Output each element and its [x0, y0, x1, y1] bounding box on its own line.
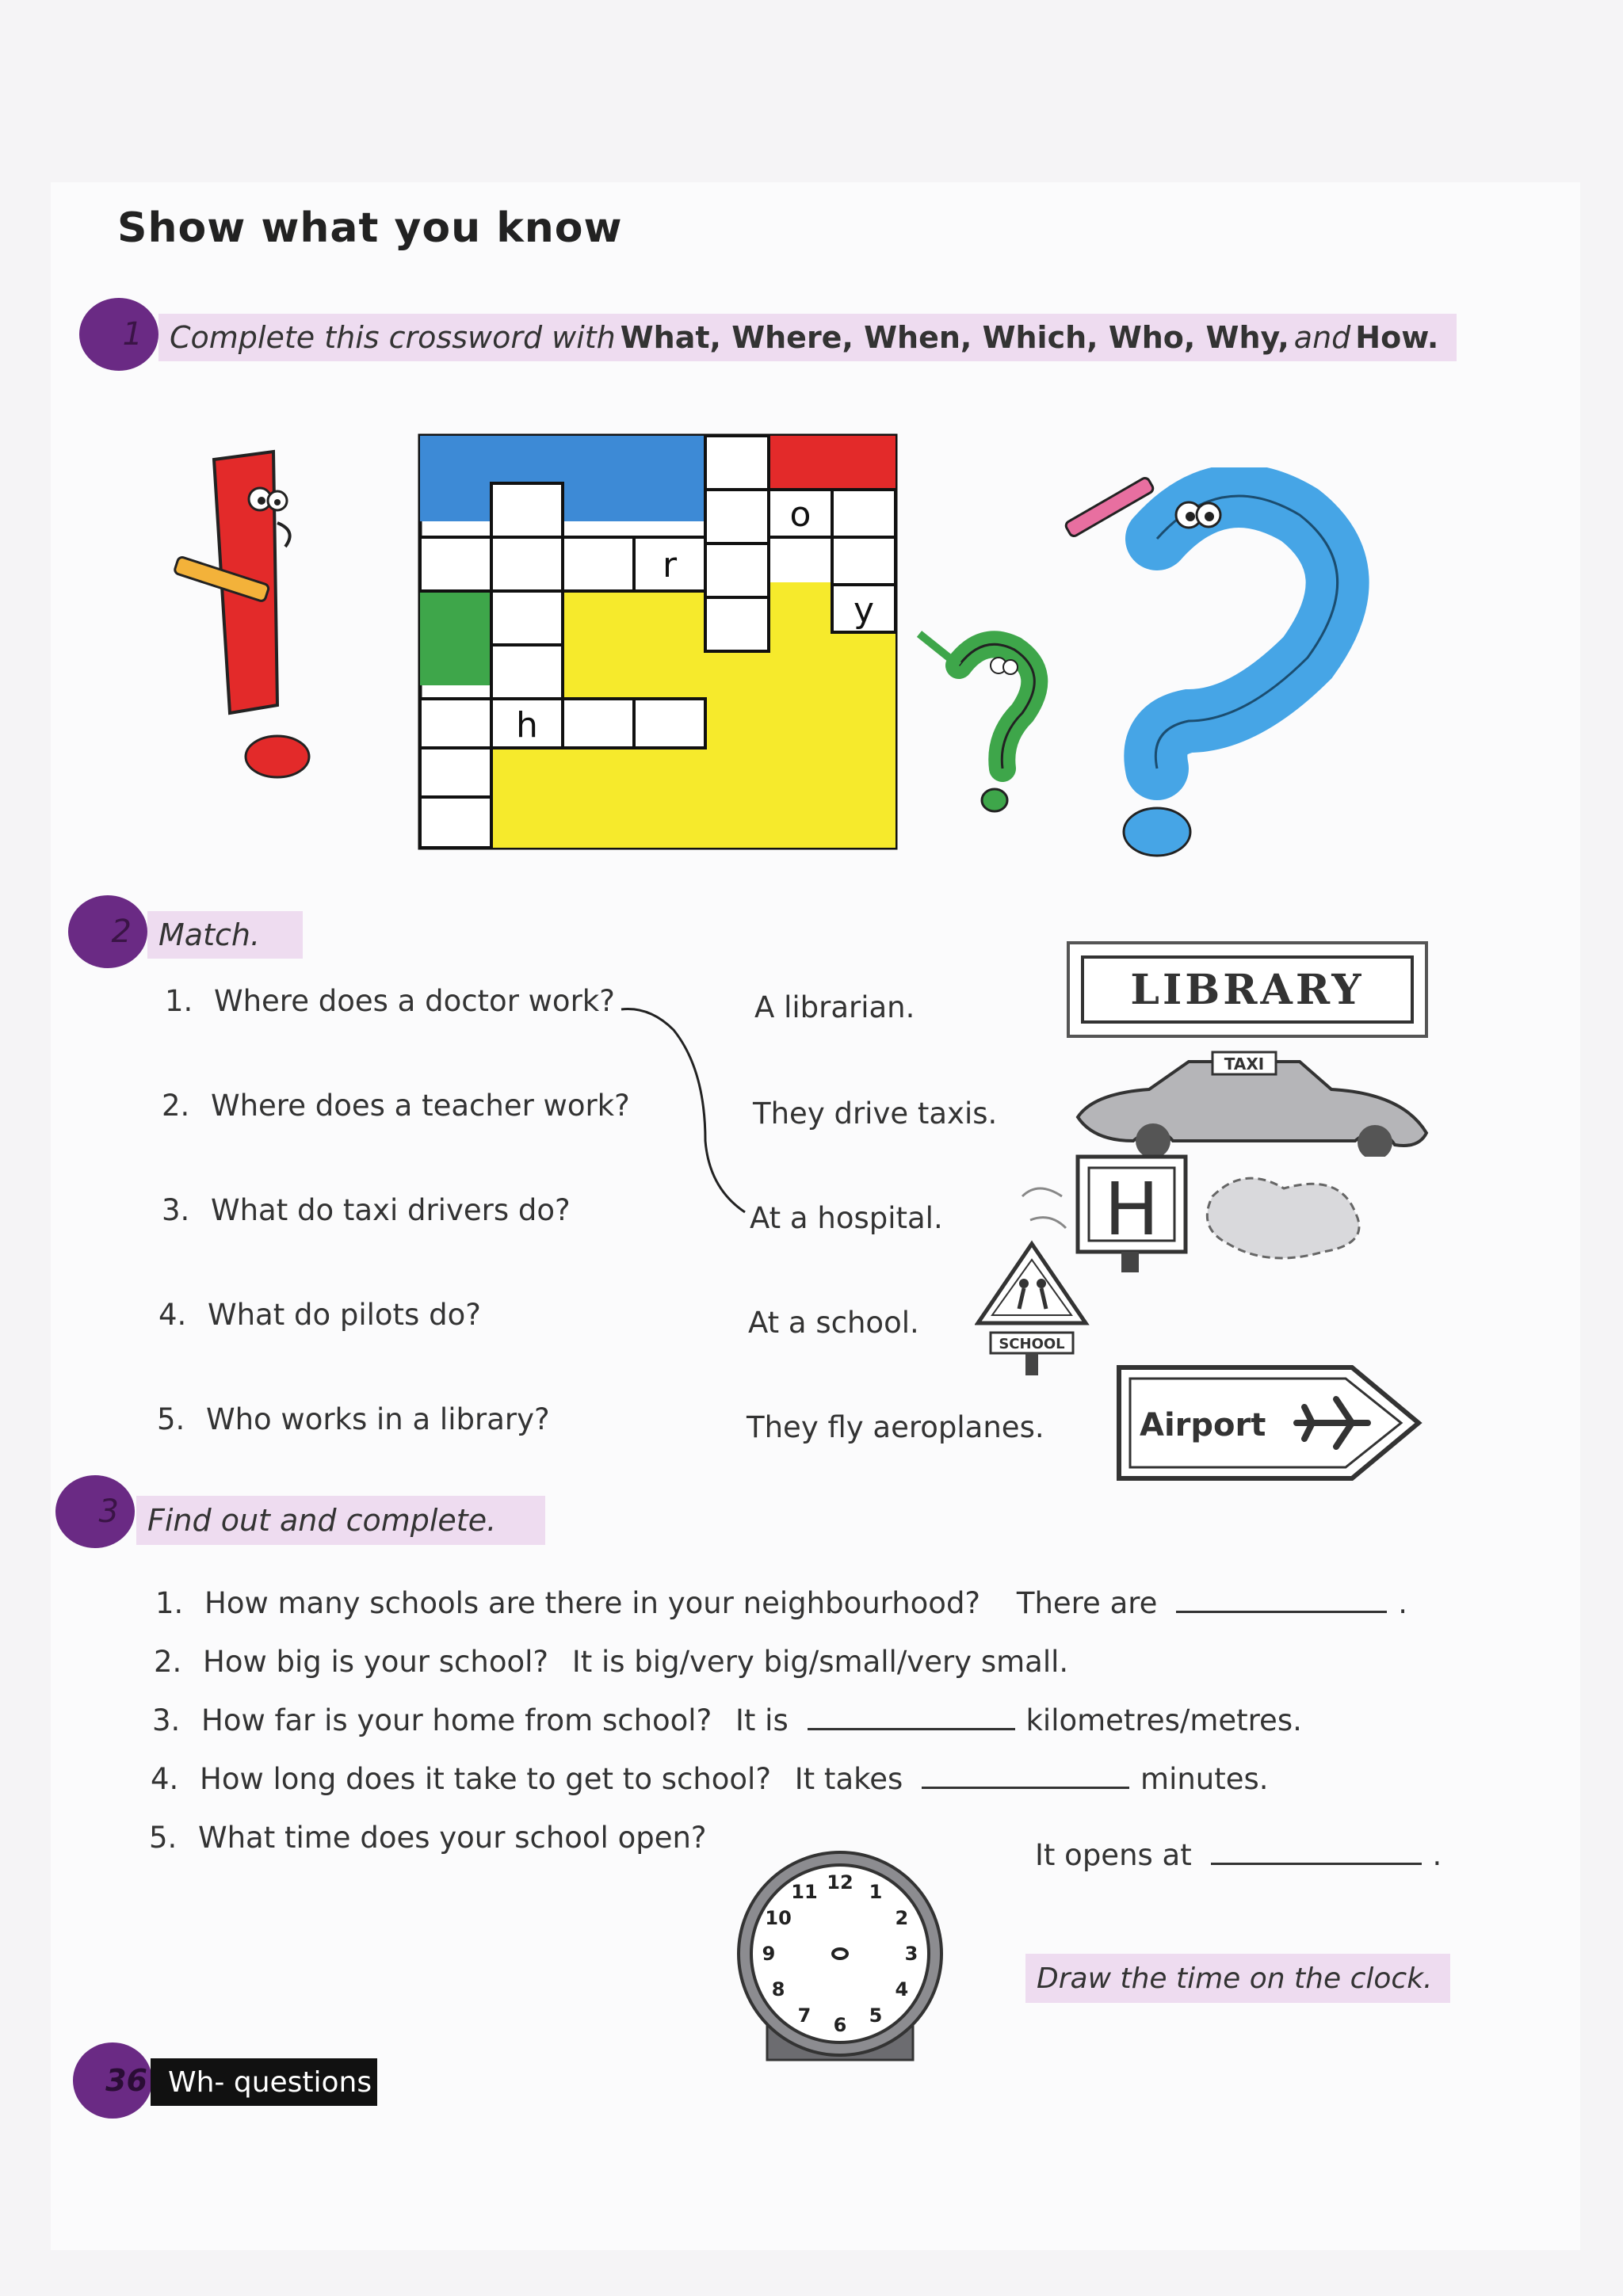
q1-text: Where does a doctor work?: [214, 984, 615, 1018]
q4-text: What do pilots do?: [208, 1298, 481, 1332]
match-question-5: [157, 1402, 550, 1436]
q2-text: Where does a teacher work?: [211, 1089, 630, 1123]
fo4-answer: It takes: [794, 1762, 903, 1796]
fo5-blank[interactable]: [1211, 1839, 1422, 1865]
clock-number: 8: [771, 1978, 785, 2000]
crossword-grid: [412, 428, 903, 856]
clock-number: 1: [869, 1881, 883, 1904]
fo4-number: 4.: [151, 1762, 179, 1796]
match-example-line: [618, 998, 761, 1220]
ex1-and: and: [1293, 320, 1351, 355]
q2-number: 2.: [162, 1089, 190, 1123]
q3-number: 3.: [162, 1193, 190, 1227]
clock-icon[interactable]: [729, 1838, 1030, 2076]
clock-instruction: Draw the time on the clock.: [1025, 1954, 1450, 2003]
airport-sign-icon: [1114, 1360, 1425, 1486]
fo5-number: 5.: [149, 1821, 178, 1855]
exercise-2-number: 2: [111, 913, 132, 950]
exclamation-character-icon: [158, 444, 325, 792]
find-out-item-5-question: [149, 1821, 707, 1855]
find-out-item-2: [154, 1645, 1068, 1679]
fo3-answer: It is: [735, 1703, 789, 1737]
exercise-3-badge: [55, 1475, 135, 1548]
crossword-letter-o: o: [789, 494, 812, 535]
library-sign: [1067, 941, 1428, 1038]
school-sign-text: SCHOOL: [999, 1336, 1065, 1352]
crossword-letter-h: h: [516, 705, 538, 746]
exercise-3-instruction: Find out and complete.: [136, 1496, 545, 1545]
match-question-1: [165, 984, 615, 1018]
page-number: 36: [105, 2063, 147, 2098]
clock-number: 7: [797, 2004, 812, 2027]
taxi-icon: [1062, 1046, 1442, 1157]
find-out-item-4: [151, 1762, 1269, 1796]
blue-question-mark-icon: [1030, 467, 1395, 864]
find-out-item-5-answer: [1035, 1838, 1442, 1872]
q3-text: What do taxi drivers do?: [211, 1193, 571, 1227]
clock-number: 9: [762, 1943, 776, 1965]
fo1-number: 1.: [155, 1586, 184, 1620]
find-out-item-1: [155, 1586, 1407, 1620]
exercise-2-instruction: Match.: [147, 911, 303, 959]
fo2-number: 2.: [154, 1645, 182, 1679]
match-question-3: [162, 1193, 571, 1227]
match-answer-1[interactable]: A librarian.: [754, 990, 915, 1024]
fo2-question: How big is your school?: [203, 1645, 549, 1679]
clock-number: 2: [895, 1907, 909, 1929]
fo3-end: kilometres/metres.: [1025, 1703, 1302, 1737]
fo5-answer: It opens at: [1035, 1838, 1192, 1872]
fo1-answer: There are: [1016, 1586, 1158, 1620]
fo3-blank[interactable]: [808, 1704, 1015, 1730]
q5-text: Who works in a library?: [206, 1402, 550, 1436]
crossword-letter-r: r: [662, 545, 678, 585]
fo4-question: How long does it take to get to school?: [200, 1762, 771, 1796]
q1-number: 1.: [165, 984, 193, 1018]
match-answer-4[interactable]: At a school.: [748, 1306, 919, 1340]
match-answer-2[interactable]: They drive taxis.: [753, 1097, 998, 1131]
q4-number: 4.: [158, 1298, 187, 1332]
taxi-sign-text: TAXI: [1224, 1055, 1265, 1074]
fo3-question: How far is your home from school?: [201, 1703, 712, 1737]
match-question-2: [162, 1089, 630, 1123]
fo4-blank[interactable]: [922, 1763, 1129, 1789]
library-sign-text: LIBRARY: [1081, 955, 1414, 1024]
clock-number: 11: [791, 1881, 818, 1904]
find-out-item-3: [152, 1703, 1302, 1737]
fo3-number: 3.: [152, 1703, 181, 1737]
clock-number: 6: [833, 2014, 847, 2036]
exercise-2-badge: [68, 895, 147, 968]
fo1-question: How many schools are there in your neighbourhood?: [204, 1586, 981, 1620]
fo4-end: minutes.: [1140, 1762, 1269, 1796]
page-title: Show what you know: [117, 204, 623, 252]
school-sign-icon: [975, 1236, 1094, 1379]
fo5-end: .: [1432, 1838, 1442, 1872]
clock-number: 5: [869, 2004, 883, 2027]
footer-section-label: Wh- questions: [151, 2058, 377, 2106]
clock-number: 3: [904, 1943, 918, 1965]
ex1-words: What, Where, When, Which, Who, Why,: [620, 320, 1289, 355]
exercise-1-badge: [79, 298, 158, 371]
exercise-1-number: 1: [122, 316, 143, 353]
fo1-blank[interactable]: [1176, 1587, 1387, 1613]
fo1-end: .: [1398, 1586, 1407, 1620]
ex1-last-word: How.: [1355, 320, 1439, 355]
exercise-3-number: 3: [98, 1493, 119, 1530]
match-answer-3[interactable]: At a hospital.: [750, 1201, 943, 1235]
exercise-1-instruction: [158, 314, 1457, 361]
page-number-badge: [73, 2042, 152, 2119]
q5-number: 5.: [157, 1402, 185, 1436]
fo2-answer: It is big/very big/small/very small.: [571, 1645, 1069, 1679]
crossword-letter-y: y: [853, 590, 875, 631]
fo5-question: What time does your school open?: [198, 1821, 707, 1855]
match-question-4: [158, 1298, 481, 1332]
hospital-sign-text: H: [1104, 1167, 1159, 1252]
match-answer-5[interactable]: They fly aeroplanes.: [747, 1410, 1044, 1444]
ex1-prefix: Complete this crossword with: [170, 320, 616, 355]
clock-number: 4: [895, 1978, 909, 2000]
clock-number: 12: [827, 1871, 854, 1894]
clock-number: 10: [765, 1907, 792, 1929]
airport-sign-text: Airport: [1140, 1407, 1266, 1444]
